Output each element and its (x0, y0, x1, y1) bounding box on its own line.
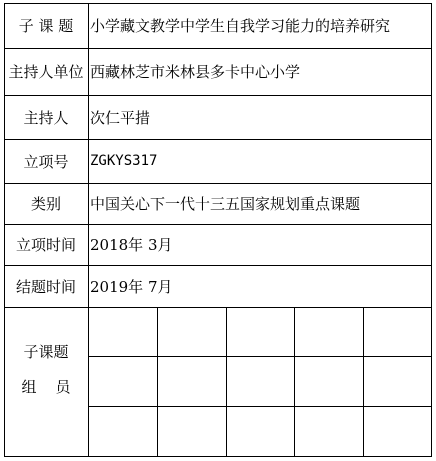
completion-date-label: 结题时间 (15, 277, 76, 296)
member-cell (158, 407, 226, 456)
members-label-line2: 组 员 (21, 378, 71, 396)
member-cell (227, 407, 294, 456)
member-cell (227, 308, 294, 356)
project-number-value: ZGKYS317 (90, 153, 158, 169)
category-label: 类别 (30, 195, 61, 213)
member-cell (295, 407, 363, 456)
member-cell (158, 357, 226, 406)
project-number-label: 立项号 (23, 152, 69, 171)
category-value: 中国关心下一代十三五国家规划重点课题 (90, 195, 361, 213)
member-cell (364, 357, 431, 406)
member-cell (89, 308, 157, 356)
table-border-right (431, 3, 432, 457)
approval-date-label: 立项时间 (15, 236, 76, 254)
table-rule-bottom (4, 456, 432, 457)
host-unit-label: 主持人单位 (8, 63, 84, 81)
member-cell (364, 407, 431, 456)
member-cell (158, 308, 226, 356)
members-label-line1: 子课题 (23, 343, 69, 361)
member-cell (227, 357, 294, 406)
host-label: 主持人 (23, 108, 69, 127)
member-cell (89, 407, 157, 456)
project-info-table (4, 3, 432, 457)
member-cell (364, 308, 431, 356)
completion-date-value: 2019年 7月 (90, 277, 173, 296)
host-value: 次仁平措 (90, 108, 151, 127)
member-cell (295, 308, 363, 356)
subtopic-label: 子 课 题 (18, 17, 74, 35)
host-unit-value: 西藏林芝市米林县多卡中心小学 (90, 63, 301, 81)
approval-date-value: 2018年 3月 (90, 236, 173, 254)
member-cell (89, 357, 157, 406)
member-cell (295, 357, 363, 406)
subtopic-value: 小学藏文教学中学生自我学习能力的培养研究 (90, 17, 391, 35)
